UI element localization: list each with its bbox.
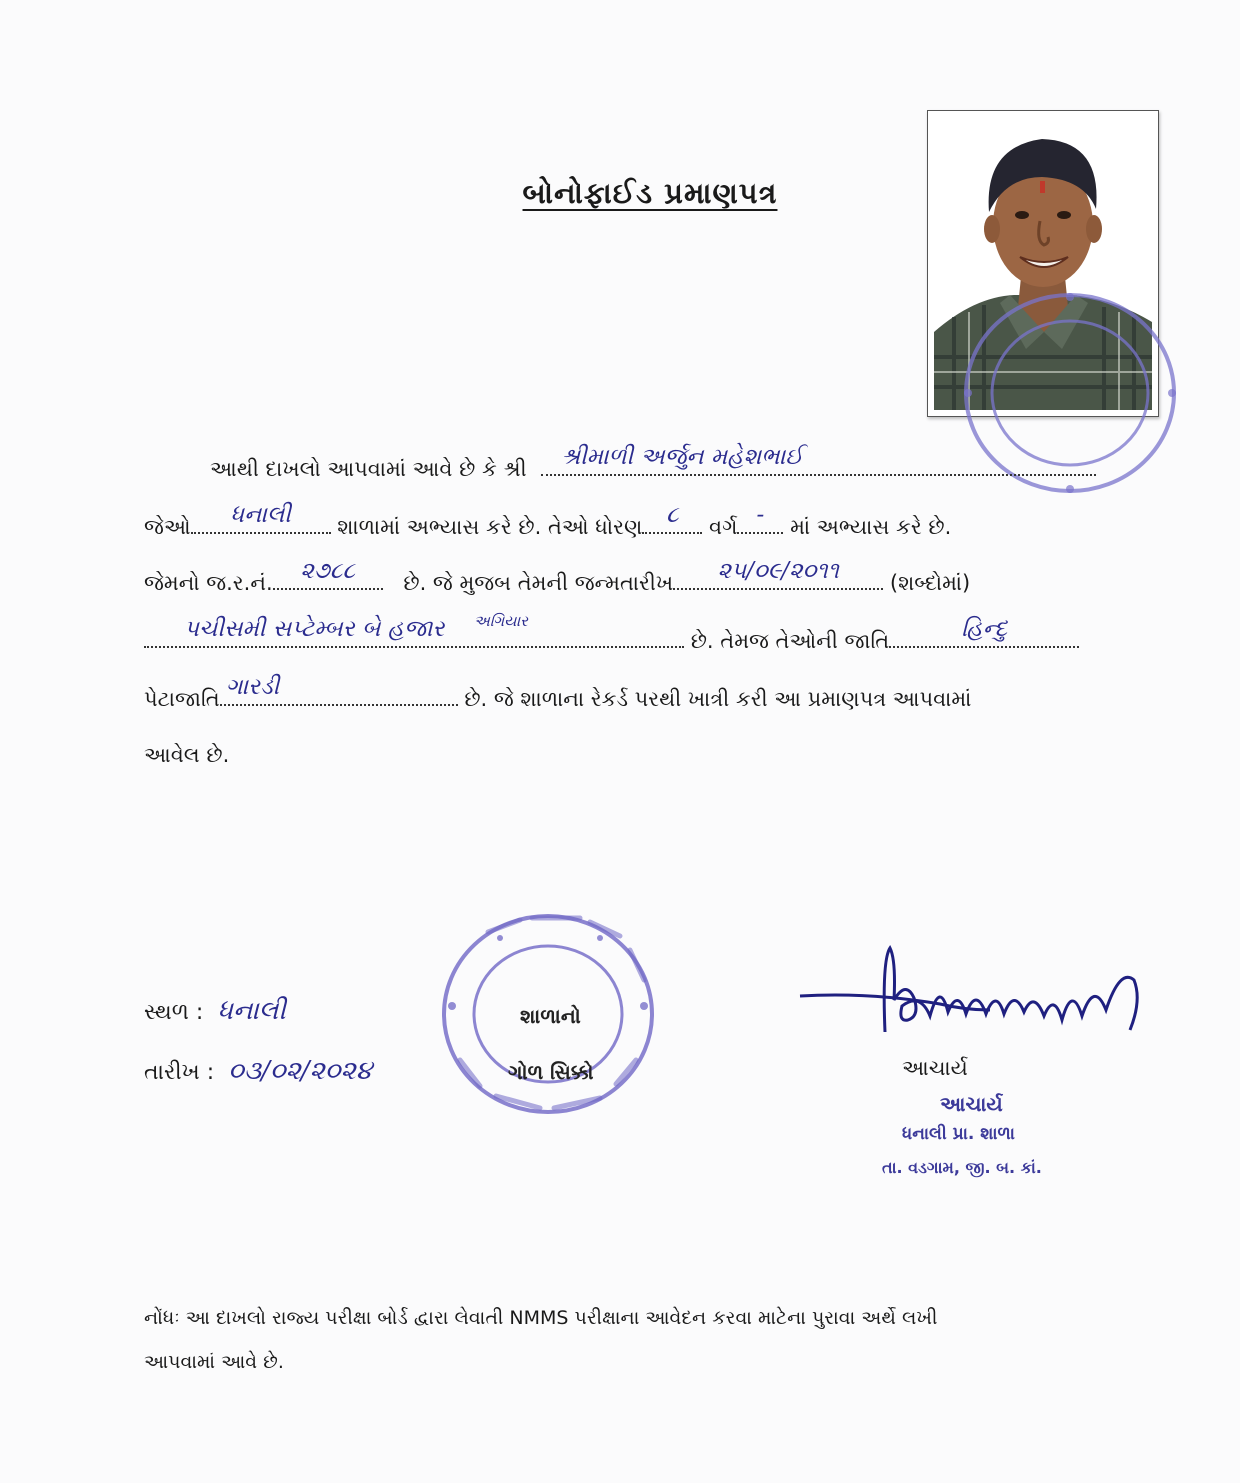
date-label: તારીખ :	[144, 1060, 215, 1085]
place-label: સ્થળ :	[144, 1000, 204, 1025]
subcaste-value: ગારડી	[225, 674, 280, 700]
footnote	[144, 1296, 1104, 1384]
caste-text: છે. તેમજ તેઓની જાતિ	[690, 629, 890, 653]
division-value: -	[756, 502, 765, 528]
caste-field	[889, 616, 1079, 648]
closing-text: આવેલ છે.	[144, 743, 230, 767]
body-line-3	[144, 558, 971, 598]
place-value: ધનાલી	[217, 996, 286, 1026]
study-text: શાળામાં અભ્યાસ કરે છે. તેઓ ધોરણ	[337, 515, 643, 539]
seal-label-line2: ગોળ સિક્કો	[508, 1060, 594, 1084]
certificate-title: બોનોફાઈડ પ્રમાણપત્ર	[522, 176, 778, 210]
student-name-value: શ્રીમાળી અર્જુન મહેશભાઈ	[561, 444, 803, 470]
body-line-2	[144, 502, 952, 542]
stamp-line-2: ધનાલી પ્રા. શાળા	[902, 1124, 1015, 1144]
birth-words-field	[144, 612, 684, 648]
date-value: ૦૩/૦૨/૨૦૨૪	[228, 1056, 372, 1086]
place-row	[144, 996, 286, 1027]
school-name-value: ધનાલી	[230, 502, 291, 528]
birthdate-text: છે. જે મુજબ તેમની જન્મતારીખ	[403, 571, 674, 595]
footnote-line-1: નોંધઃ આ દાખલો રાજ્ય પરીક્ષા બોર્ડ દ્વારા લેવાતી NMMS પરીક્ષાના આવેદન કરવા માટેના પુરાવા અર્થે લખી	[144, 1307, 938, 1329]
division-field	[737, 502, 783, 534]
birth-date-field	[673, 558, 883, 590]
record-text: છે. જે શાળાના રેકર્ડ પરથી ખાત્રી કરી આ પ્રમાણપત્ર આપવામાં	[464, 687, 972, 711]
birth-words-value: પચીસમી સપ્ટેમ્બર બે હજાર	[184, 616, 445, 642]
body-line-1	[210, 444, 1096, 484]
standard-value: ૮	[666, 502, 679, 528]
stamp-line-1: આચાર્ય	[940, 1092, 1003, 1116]
intro-text: આથી દાખલો આપવામાં આવે છે કે શ્રી	[210, 457, 527, 481]
caste-value: હિન્દુ	[961, 616, 1008, 642]
school-name-field	[191, 502, 331, 534]
body-line-4	[144, 612, 1079, 656]
jeo-label: જેઓ	[144, 515, 191, 539]
principal-signature	[790, 940, 1150, 1050]
body-line-5	[144, 674, 972, 714]
gr-number-field	[273, 558, 383, 590]
gr-number-value: ૨૭૮૮	[300, 558, 356, 584]
subcaste-label: પેટાજાતિ	[144, 687, 220, 711]
birth-words-extra: અગિયાર	[474, 612, 528, 630]
date-row	[144, 1056, 372, 1087]
footnote-line-2: આપવામાં આવે છે.	[144, 1351, 284, 1373]
seal-label-line1: શાળાનો	[520, 1004, 581, 1028]
body-line-6	[144, 740, 229, 770]
standard-field	[642, 502, 702, 534]
class-label: વર્ગ	[709, 515, 738, 539]
principal-label: આચાર્ય	[902, 1056, 968, 1080]
student-name-field	[541, 444, 1096, 476]
study-suffix-text: માં અભ્યાસ કરે છે.	[790, 515, 952, 539]
stamp-line-3: તા. વડગામ, જી. બ. કાં.	[882, 1158, 1042, 1177]
in-words-label: (શબ્દોમાં)	[889, 571, 971, 595]
subcaste-field	[220, 674, 458, 706]
gr-label: જેમનો જ.ર.નં.	[144, 571, 273, 595]
birth-date-value: ૨૫/૦૯/૨૦૧૧	[717, 558, 839, 584]
